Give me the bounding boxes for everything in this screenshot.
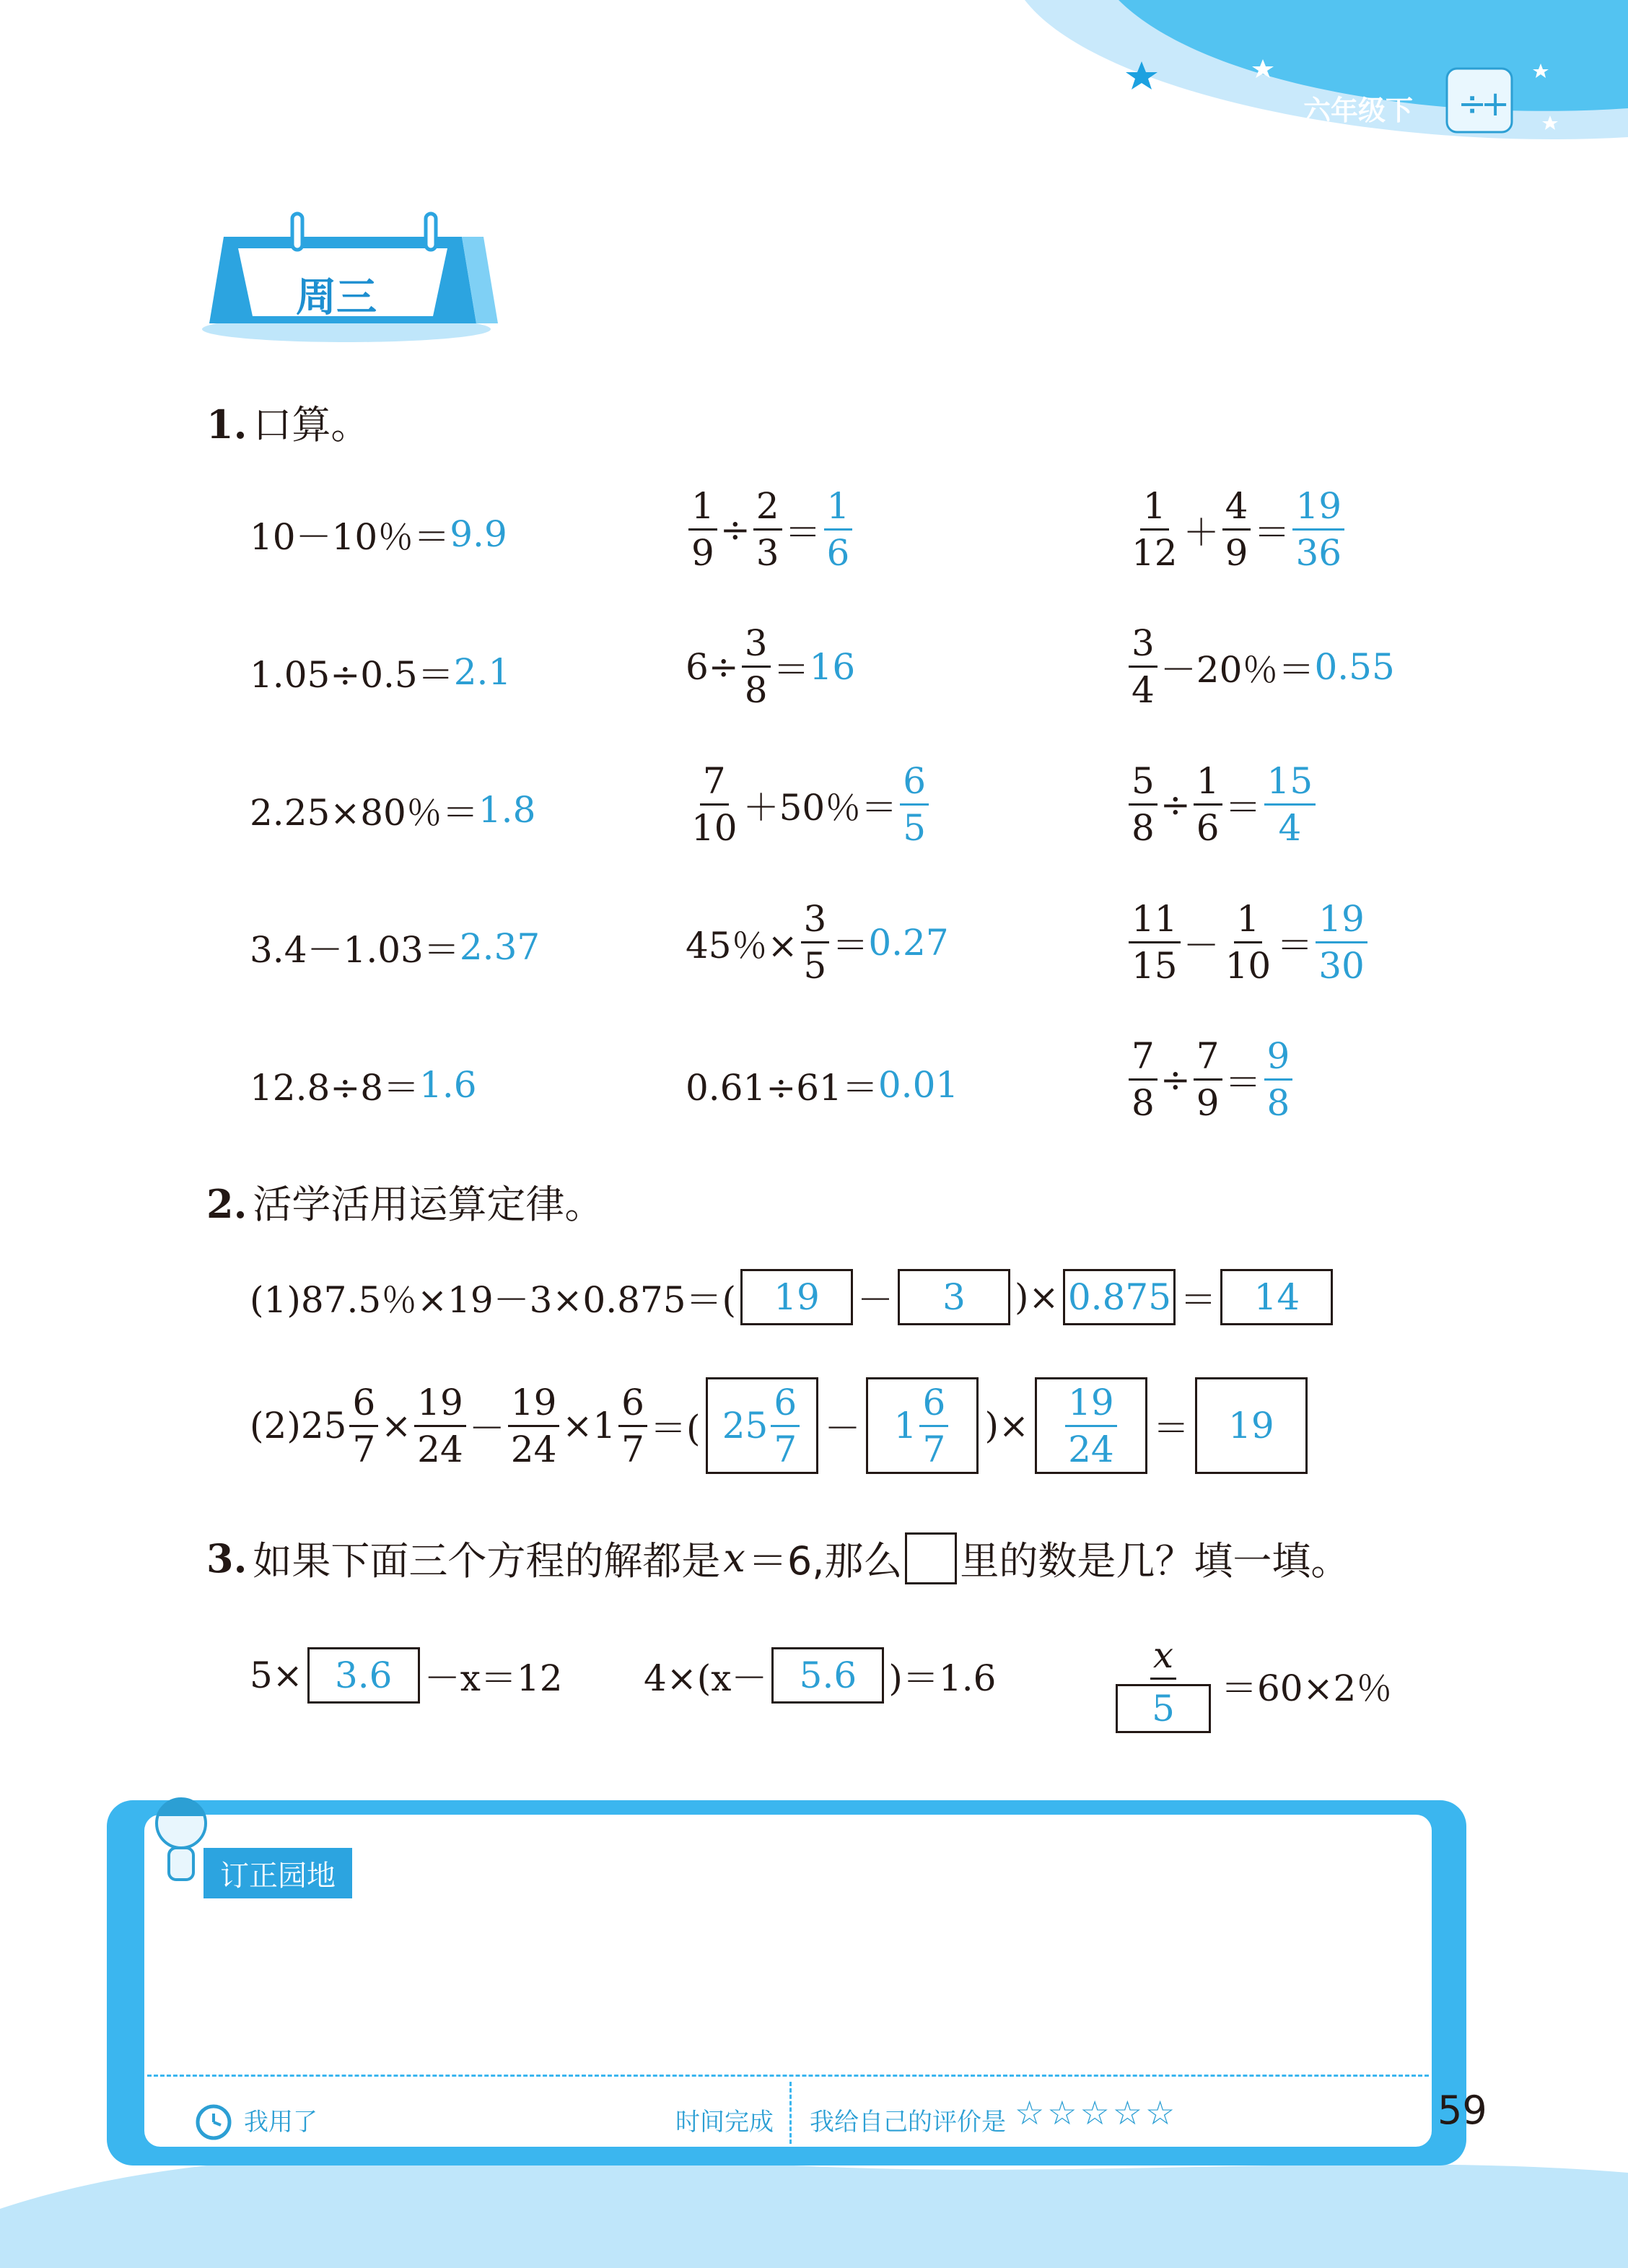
q1-r2c3: $\frac{3}{4}$ －20％＝ 0.55 [1126, 625, 1395, 708]
dashed-divider [147, 2075, 1429, 2077]
day-label: 周三 [296, 274, 377, 321]
grade-label: 六年级下 [1303, 95, 1414, 126]
answer-box: 5.6 [771, 1647, 884, 1704]
q1-r1c2: $\frac{1}{9}$ ÷ $\frac{2}{3}$ ＝ $\frac{1}{6}$ [686, 488, 855, 571]
question-3-title: 3. 如果下面三个方程的解都是 x ＝6,那么 里的数是几？填一填。 [206, 1530, 1349, 1586]
q1-r1c1: 10－10％＝ 9.9 [250, 513, 507, 558]
rating-stars[interactable]: ☆☆☆☆☆ [1015, 2093, 1178, 2132]
q3-equation-3: $\frac{x}{5}$ ＝60×2％ [1106, 1637, 1392, 1733]
correction-title: 订正园地 [204, 1848, 352, 1898]
clock-icon [193, 2101, 234, 2141]
q3-equation-1: 5× 3.6 －x＝12 [250, 1647, 563, 1704]
q1-r2c1: 1.05÷0.5＝ 2.1 [250, 651, 512, 696]
q1-r5c1: 12.8÷8＝ 1.6 [250, 1064, 477, 1109]
q3-equation-2: 4×(x－ 5.6 )＝1.6 [644, 1647, 996, 1704]
q1-r2c2: 6÷ $\frac{3}{8}$ ＝ 16 [686, 622, 856, 711]
q1-r1c3: $\frac{1}{12}$ ＋ $\frac{4}{9}$ ＝ $\frac{19}{36}$ [1126, 488, 1347, 571]
q1-r4c1: 3.4－1.03＝ 2.37 [250, 926, 541, 971]
time-used-label: 我用了 [244, 2108, 318, 2137]
question-2-title: 2. 活学活用运算定律。 [206, 1181, 604, 1227]
answer-box: 3 [898, 1269, 1010, 1325]
answer-box: 0.875 [1063, 1269, 1176, 1325]
answer-box: $\frac{19}{24}$ [1035, 1377, 1147, 1474]
answer-box: 1 $\frac{6}{7}$ [866, 1377, 979, 1474]
q1-r4c3: $\frac{11}{15}$ － $\frac{1}{10}$ ＝ $\frac{19}{30}$ [1126, 901, 1370, 984]
answer-box: 3.6 [307, 1647, 420, 1704]
self-eval-label: 我给自己的评价是 [810, 2108, 1006, 2137]
header-decoration [1010, 0, 1628, 159]
blank-box [905, 1532, 957, 1584]
q1-r5c3: $\frac{7}{8}$ ÷ $\frac{7}{9}$ ＝ $\frac{9}{8}$ [1126, 1038, 1295, 1121]
answer-box: 5 [1116, 1684, 1211, 1733]
q2-part2: (2)25 $\frac{6}{7}$ × $\frac{19}{24}$ － $\frac{19}{24}$ ×1 $\frac{6}{7}$ ＝( 25 $\frac{6}{7}$ － 1 $\frac{6}{7}$ )× $\frac{19}{24}$ ＝ 19 [250, 1377, 1313, 1474]
page-number: 59 [1437, 2088, 1487, 2133]
answer-box: 19 [1195, 1377, 1308, 1474]
q2-part1: (1)87.5％×19－3×0.875＝( 19 － 3 )× 0.875 ＝ 14 [250, 1269, 1337, 1325]
dashed-divider [789, 2082, 792, 2144]
q1-r5c2: 0.61÷61＝ 0.01 [686, 1064, 959, 1109]
svg-text:+: + [1481, 84, 1510, 124]
time-complete-label: 时间完成 [675, 2108, 774, 2137]
q1-r3c1: 2.25×80％＝ 1.8 [250, 789, 536, 834]
svg-text:÷: ÷ [1458, 84, 1487, 124]
q1-r4c2: 45％× $\frac{3}{5}$ ＝ 0.27 [686, 898, 949, 987]
calculator-cube-icon [1447, 69, 1512, 132]
q1-r3c2: $\frac{7}{10}$ ＋50％＝ $\frac{6}{5}$ [686, 763, 932, 846]
answer-box: 19 [740, 1269, 853, 1325]
answer-box: 25 $\frac{6}{7}$ [706, 1377, 818, 1474]
q1-r3c3: $\frac{5}{8}$ ÷ $\frac{1}{6}$ ＝ $\frac{15}{4}$ [1126, 763, 1318, 846]
question-1-title: 1. 口算。 [206, 401, 370, 448]
answer-box: 14 [1220, 1269, 1333, 1325]
